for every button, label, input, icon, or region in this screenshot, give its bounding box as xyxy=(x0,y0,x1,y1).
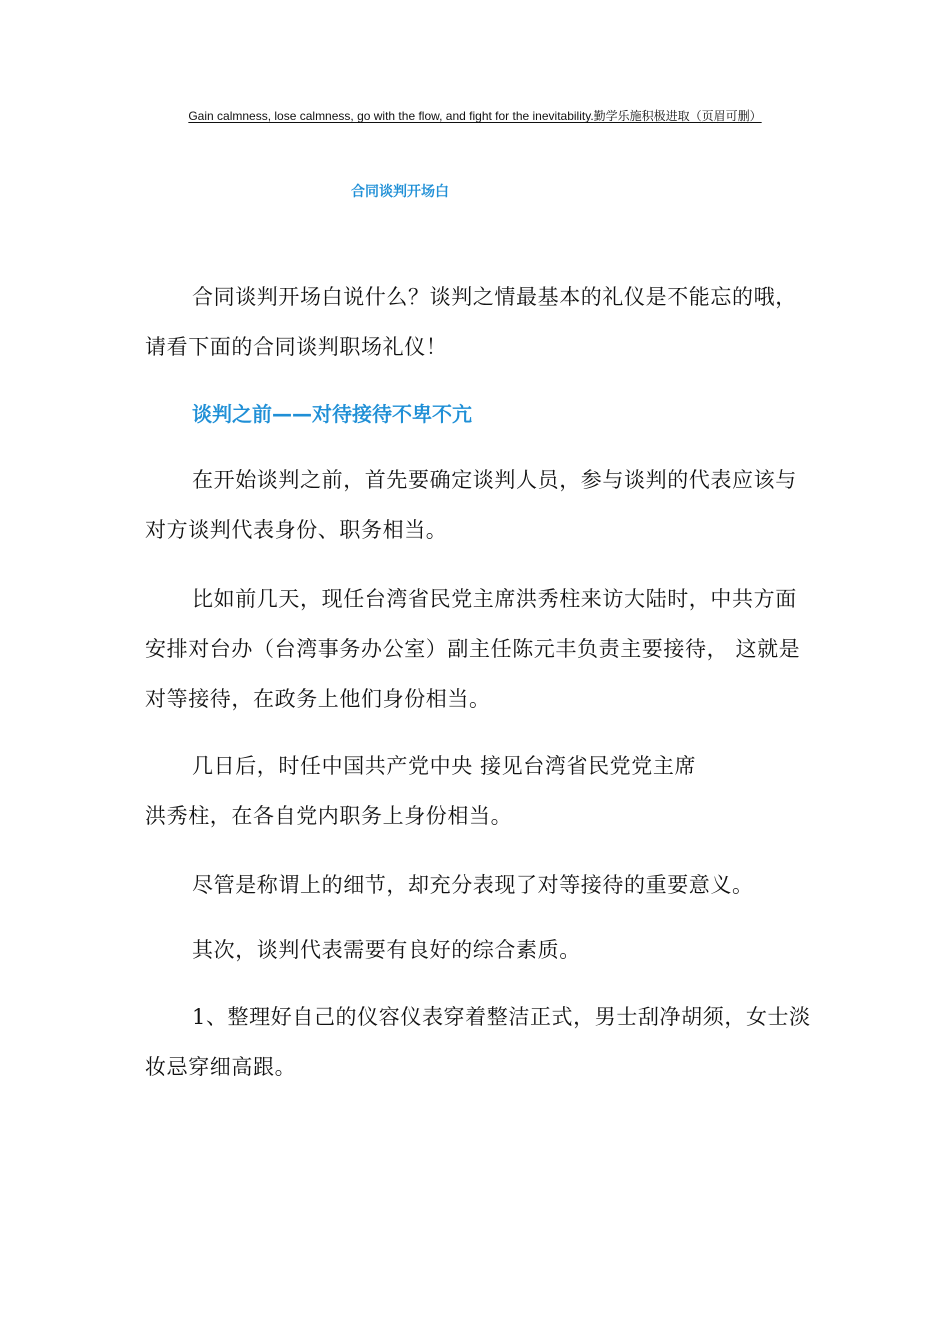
paragraph-example xyxy=(145,574,817,724)
section-heading: 谈判之前——对待接待不卑不亢 xyxy=(192,402,472,426)
paragraph-text: 在开始谈判之前，首先要确定谈判人员，参与谈判的代表应该与对方谈判代表身份、职务相当。 xyxy=(145,468,797,542)
paragraph-text: 尽管是称谓上的细节，却充分表现了对等接待的重要意义。 xyxy=(192,873,754,897)
paragraph-text: 1、整理好自己的仪容仪表穿着整洁正式，男士刮净胡须，女士淡妆忌穿细高跟。 xyxy=(145,1005,811,1079)
paragraph-significance xyxy=(145,860,817,910)
paragraph-quality xyxy=(145,925,817,975)
paragraph-text: 几日后，时任中国共产党中央 接见台湾省民党党主席 xyxy=(192,754,697,778)
paragraph-intro xyxy=(145,272,817,372)
paragraph-representatives xyxy=(145,455,817,555)
paragraph-text: 洪秀柱，在各自党内职务上身份相当。 xyxy=(145,804,513,828)
paragraph-text: 其次，谈判代表需要有良好的综合素质。 xyxy=(192,938,581,962)
paragraph-text: 合同谈判开场白说什么？谈判之情最基本的礼仪是不能忘的哦，请看下面的合同谈判职场礼仪！ xyxy=(145,285,797,359)
paragraph-meeting xyxy=(145,741,817,791)
paragraph-meeting-cont xyxy=(145,791,817,841)
paragraph-item-1 xyxy=(145,992,817,1092)
document-title: 合同谈判开场白 xyxy=(351,183,449,199)
page-header: Gain calmness, lose calmness, go with the flow, and fight for the inevitability.勤学乐施积极进取（页眉可删） xyxy=(188,109,762,123)
paragraph-text: 比如前几天，现任台湾省民党主席洪秀柱来访大陆时，中共方面安排对台办（台湾事务办公室）副主任陈元丰负责主要接待， 这就是对等接待，在政务上他们身份相当。 xyxy=(145,587,801,711)
